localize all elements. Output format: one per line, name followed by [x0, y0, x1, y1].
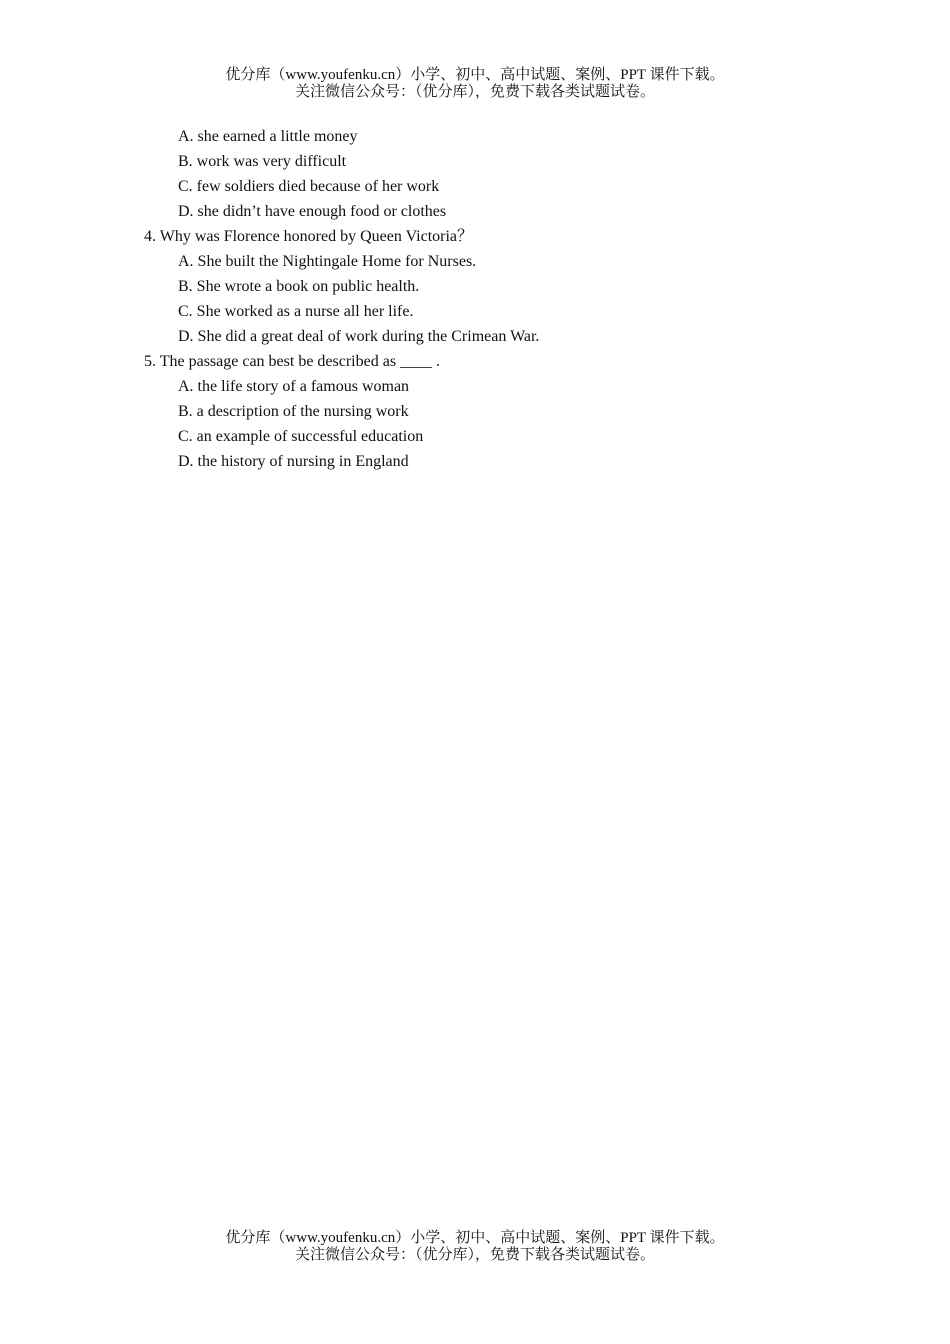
footer-line-2: 关注微信公众号：（优分库），免费下载各类试题试卷。 — [294, 1247, 655, 1263]
q4-option-d: D. She did a great deal of work during the Crimean War. — [178, 328, 540, 345]
q4-option-b: B. She wrote a book on public health. — [178, 278, 420, 295]
question-content — [0, 124, 950, 474]
q5-option-b: B. a description of the nursing work — [178, 403, 409, 420]
q5-option-a: A. the life story of a famous woman — [178, 378, 410, 395]
page-header — [0, 67, 950, 101]
q4-option-a: A. She built the Nightingale Home for Nurses. — [178, 253, 477, 270]
q3-option-a: A. she earned a little money — [178, 128, 358, 145]
footer-line-1: 优分库（www.youfenku.cn）小学、初中、高中试题、案例、PPT 课件下载。 — [225, 1230, 725, 1246]
q3-option-d: D. she didn’t have enough food or clothes — [178, 203, 447, 220]
header-line-1: 优分库（www.youfenku.cn）小学、初中、高中试题、案例、PPT 课件下载。 — [225, 67, 725, 83]
q5-option-c: C. an example of successful education — [178, 428, 424, 445]
q3-option-b: B. work was very difficult — [178, 153, 347, 170]
q4-option-c: C. She worked as a nurse all her life. — [178, 303, 414, 320]
question-5: 5. The passage can best be described as ____ . — [144, 353, 441, 370]
q3-option-c: C. few soldiers died because of her work — [178, 178, 440, 195]
q5-option-d: D. the history of nursing in England — [178, 453, 409, 470]
header-line-2: 关注微信公众号：（优分库），免费下载各类试题试卷。 — [294, 84, 655, 100]
question-4: 4. Why was Florence honored by Queen Victoria？ — [144, 228, 474, 245]
page-footer — [0, 1230, 950, 1264]
